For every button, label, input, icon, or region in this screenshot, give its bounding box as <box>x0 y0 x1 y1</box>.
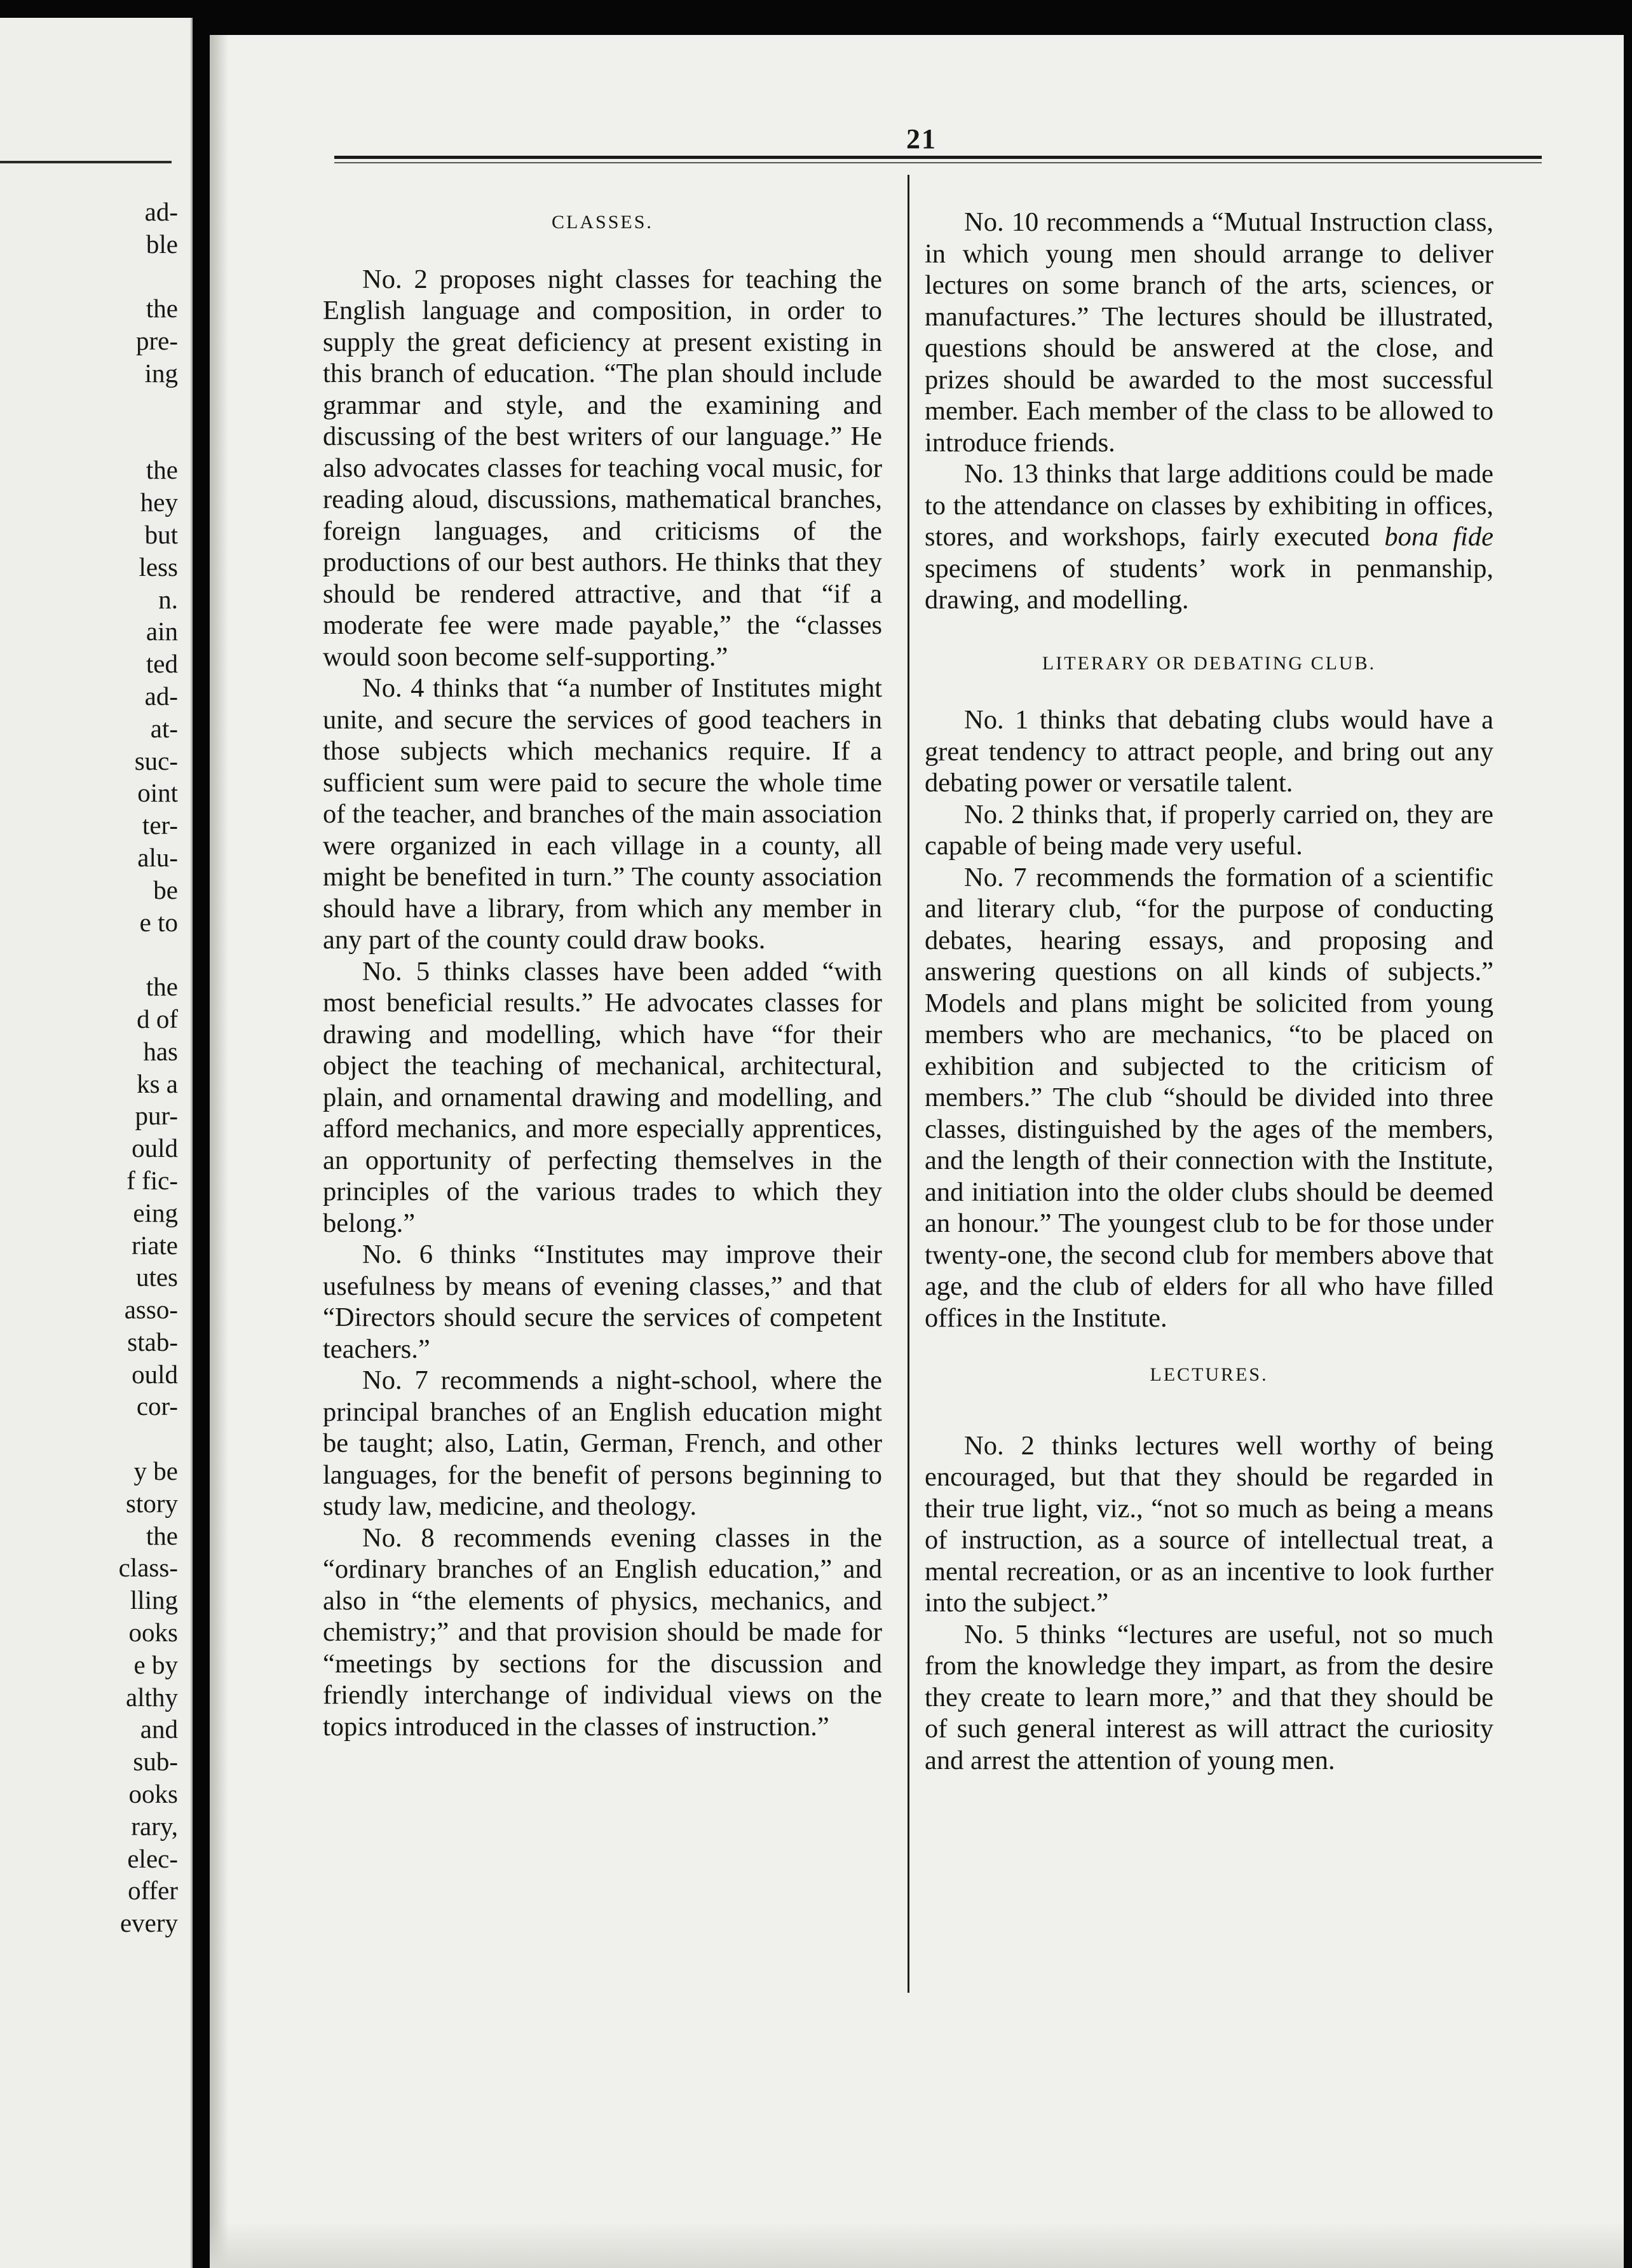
fragment-line: e to <box>139 907 178 937</box>
fragment-line: stab- <box>127 1327 178 1356</box>
fragment-line: riate <box>132 1230 178 1260</box>
fragment-line: lling <box>130 1585 178 1615</box>
fragment-line: f fic- <box>126 1165 178 1195</box>
fragment-line: oint <box>137 778 178 808</box>
italic-phrase: bona fide <box>1384 522 1493 552</box>
fragment-line: story <box>126 1488 178 1518</box>
fragment-line: the <box>146 1520 178 1550</box>
fragment-line: at- <box>150 713 178 743</box>
fragment-line: rary, <box>131 1811 178 1841</box>
paragraph: No. 6 thinks “Institutes may improve their usefulness by means of evening classes,” and that “Directors should secure the services of competent teachers.” <box>323 1240 882 1364</box>
left-column <box>323 207 882 1742</box>
paragraph: No. 13 thinks that large additions could be made to the attendance on classes by exhibiting in offices, stores, and workshops, fairly executed bona fide specimens of students’ work in penmanship, drawing, and modelling. <box>925 459 1493 615</box>
fragment-line: less <box>139 552 178 582</box>
fragment-line: hey <box>140 488 178 517</box>
fragment-line: althy <box>126 1682 178 1712</box>
fragment-line: ted <box>146 649 178 679</box>
fragment-line: eing <box>133 1198 178 1227</box>
paragraph: No. 7 recommends a night-school, where the principal branches of an English education might be taught; also, Latin, German, French, and other languages, for the benefit of persons beginning to study law, medicine, and theology. <box>323 1365 882 1521</box>
fragment-line: every <box>119 1908 178 1938</box>
paragraph: No. 2 thinks lectures well worthy of being encouraged, but that they should be regarded in their true light, viz., “not so much as being a means of instruction, as a source of intellectual treat, a mental recreation, or as an incentive to look further into the subject.” <box>925 1430 1493 1618</box>
paragraph: No. 5 thinks classes have been added “with most beneficial results.” He advocates classes for drawing and modelling, which have “for their object the teaching of mechanical, architectural, plain, and ornamental drawing and modelling, and afford mechanics, and more especially apprentices, an opportunity of perfecting themselves in the principles of the various trades to which they belong.” <box>323 956 882 1238</box>
column-divider <box>908 175 909 1993</box>
fragment-line: ter- <box>142 810 178 840</box>
fragment-line: pur- <box>135 1101 178 1131</box>
fragment-line <box>0 261 178 293</box>
fragment-line: suc- <box>134 746 178 775</box>
section-heading-debating-club: LITERARY OR DEBATING CLUB. <box>1042 652 1377 674</box>
fragment-line: ad- <box>144 197 178 226</box>
fragment-line: ain <box>146 617 178 646</box>
paragraph: No. 8 recommends evening classes in the “ordinary branches of an English education,” and also in “the elements of physics, mechanics, and chemistry;” and that provision should be made for “meetings by sections for the discussion and friendly interchange of individual views on the topics introduced in the classes of instruction.” <box>323 1522 882 1742</box>
fragment-line: ks a <box>137 1069 178 1098</box>
paragraph: No. 10 recommends a “Mutual Instruction class, in which young men should arrange to deliver lectures on some branch of the arts, sciences, or manufactures.” The lectures should be illustrated, questions should be answered at the close, and prizes should be awarded to the most successful member. Each member of the class to be allowed to introduce friends. <box>925 207 1493 458</box>
fragment-line: the <box>146 455 178 485</box>
page-21 <box>210 35 1624 2268</box>
section-heading-lectures: LECTURES. <box>1150 1364 1268 1385</box>
fragment-line: cor- <box>136 1391 178 1421</box>
fragment-line: sub- <box>133 1747 178 1777</box>
fragment-line: elec- <box>127 1843 178 1873</box>
fragment-line: ad- <box>144 681 178 711</box>
facing-page-rule <box>0 161 172 163</box>
fragment-line: n. <box>158 584 178 614</box>
fragment-line: the <box>146 294 178 324</box>
fragment-line: has <box>143 1036 178 1066</box>
header-rule <box>334 156 1542 159</box>
fragment-line <box>0 1423 178 1455</box>
facing-page-text <box>0 196 178 1939</box>
section-heading-classes: CLASSES. <box>552 212 653 233</box>
fragment-line: the <box>146 972 178 1002</box>
paragraph: No. 4 thinks that “a number of Institutes might unite, and secure the services of good teachers in those subjects which mechanics require. If a sufficient sum were paid to secure the whole time of the teacher, and branches of the main association were organized in each village in a county, all might be benefited in turn.” The county association should have a library, from which any member in any part of the county could draw books. <box>323 673 882 955</box>
fragment-line <box>0 422 178 454</box>
fragment-line: ould <box>132 1359 178 1389</box>
paragraph: No. 5 thinks “lectures are useful, not so much from the knowledge they impart, as from the desire they create to learn more,” and that they should be of such general interest as will attract the curiosity and arrest the attention of young men. <box>925 1619 1493 1775</box>
facing-page-fragment <box>0 18 193 2268</box>
fragment-line: utes <box>135 1262 178 1292</box>
fragment-line: offer <box>128 1876 178 1906</box>
fragment-line: e by <box>133 1650 178 1679</box>
paragraph: No. 7 recommends the formation of a scientific and literary club, “for the purpose of conducting debates, hearing essays, and proposing and answering questions on all kinds of subjects.” Models and plans might be solicited from young members who are mechanics, “to be placed on exhibition and subjected to the criticism of members.” The club “should be divided into three classes, distinguished by the ages of the members, and the length of their connection with the Institute, and initiation into the older clubs should be deemed an honour.” The youngest club to be for those under twenty-one, the second club for members above that age, and the club of elders for all who have filled offices in the Institute. <box>925 862 1493 1333</box>
paragraph: No. 2 thinks that, if properly carried on, they are capable of being made very useful. <box>925 799 1493 861</box>
fragment-line: pre- <box>135 326 178 356</box>
fragment-line: be <box>153 875 178 905</box>
right-column <box>925 207 1493 1776</box>
fragment-line: class- <box>118 1553 178 1583</box>
fragment-line <box>0 390 178 422</box>
fragment-line: ooks <box>128 1779 178 1809</box>
paragraph: No. 2 proposes night classes for teaching the English language and composition, in order to supply the great deficiency at present existing in this branch of education. “The plan should include grammar and style, and the examining and discussing of the best writers of our language.” He also advocates classes for teaching vocal music, for reading aloud, discussions, mathematical branches, foreign languages, and criticisms of the productions of our best authors. He thinks that they should be rendered attractive, and that “if a moderate fee were made payable,” the “classes would soon become self-supporting.” <box>323 264 882 672</box>
fragment-line: ould <box>132 1133 178 1163</box>
page-bottom-shade <box>210 2222 1624 2268</box>
page-number: 21 <box>906 123 937 154</box>
fragment-line: ooks <box>128 1618 178 1648</box>
fragment-line: and <box>140 1714 178 1744</box>
fragment-line: d of <box>137 1004 178 1034</box>
fragment-line <box>0 938 178 971</box>
fragment-line: ble <box>146 229 178 259</box>
fragment-line: but <box>144 519 178 549</box>
paragraph: No. 1 thinks that debating clubs would have a great tendency to attract people, and bring out any debating power or versatile talent. <box>925 705 1493 798</box>
gutter-shadow <box>210 35 229 2268</box>
fragment-line: alu- <box>137 842 178 872</box>
header-rule-thin <box>334 162 1542 163</box>
fragment-line: ing <box>144 358 178 388</box>
fragment-line: asso- <box>124 1295 178 1325</box>
fragment-line: y be <box>133 1456 178 1486</box>
